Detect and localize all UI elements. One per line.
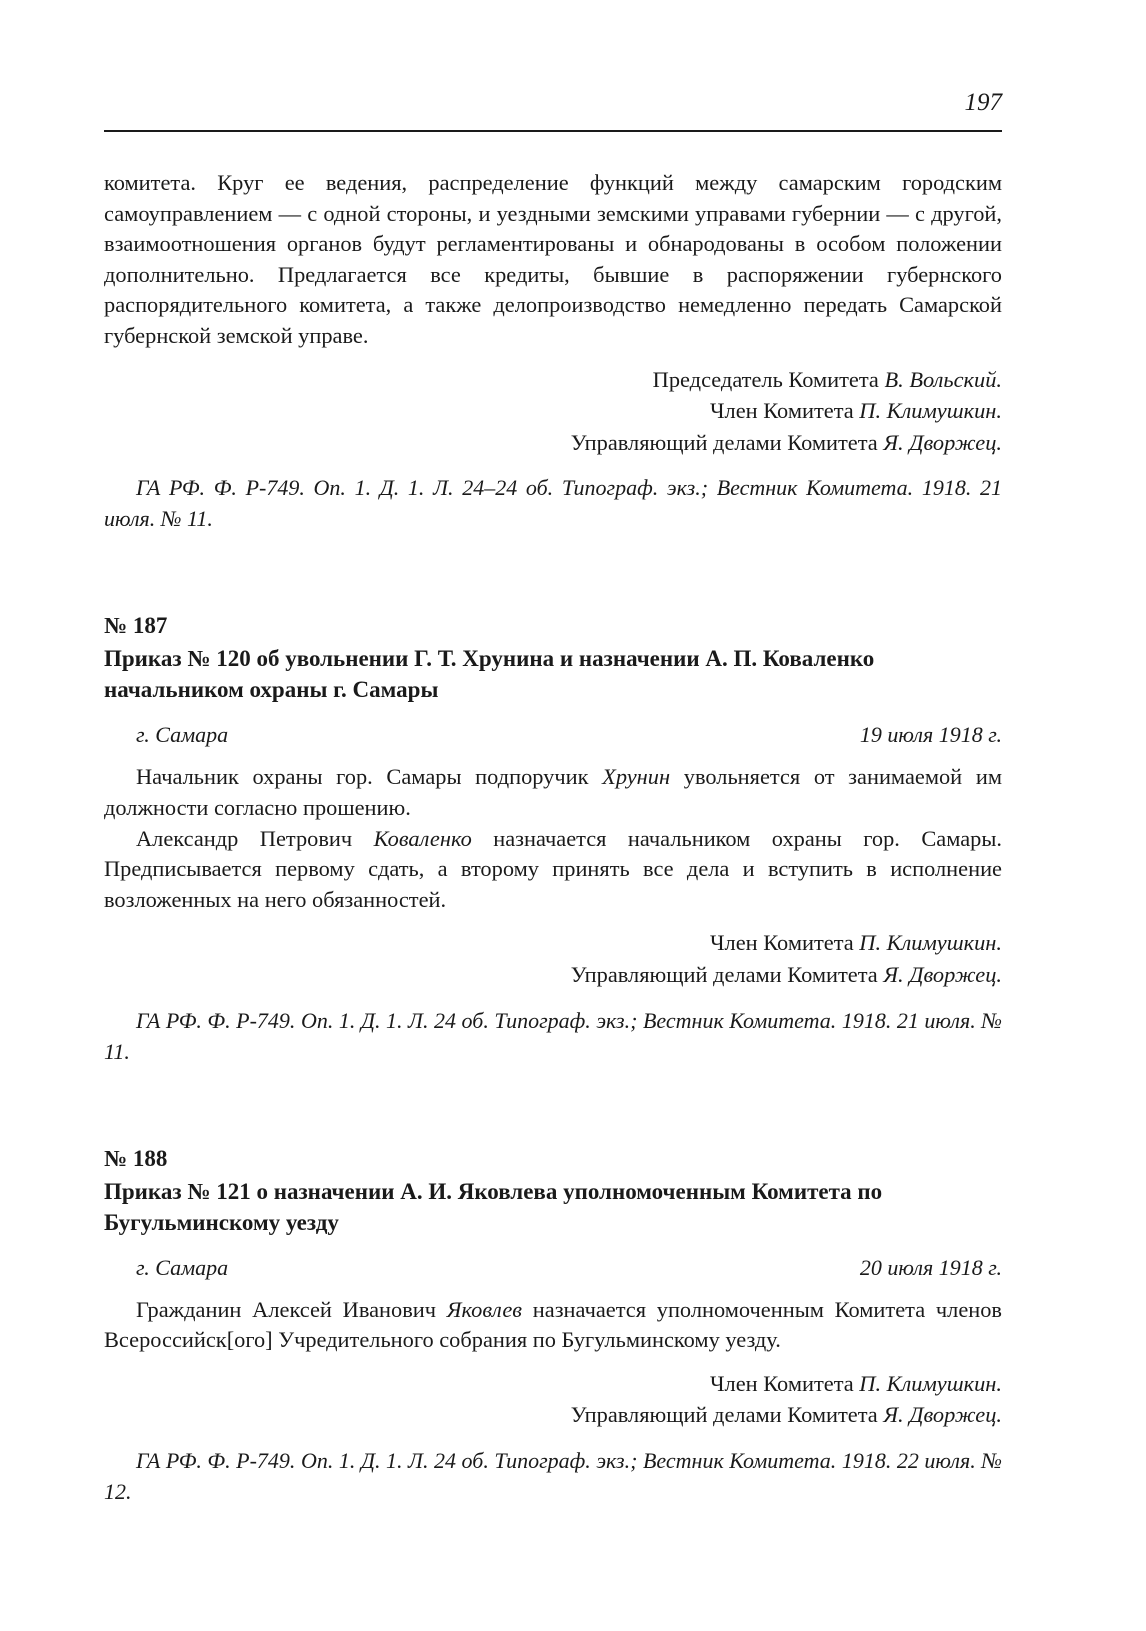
- header-rule: [104, 130, 1002, 132]
- archive-source: ГА РФ. Ф. Р-749. Оп. 1. Д. 1. Л. 24 об. Типограф. экз.; Вестник Комитета. 1918. 22 июля. № 12.: [104, 1447, 1002, 1504]
- signature-name: В. Вольский.: [884, 366, 1002, 392]
- document-signatures: [104, 1368, 1002, 1431]
- person-name: Коваленко: [373, 825, 472, 851]
- place-date-line: [104, 719, 1002, 750]
- intro-paragraph: комитета. Круг ее ведения, распределение функций между самарским городским самоуправлением — с одной стороны, и уездными земскими управами губернии — с другой, взаимоотношения органов будут регламентированы и обнародованы в особом положении дополнительно. Предлагается все кредиты, бывшие в распоряжении губернского распорядительного комитета, а также делопроизводство немедленно передать Самарской губернской земской управе.: [104, 170, 1002, 348]
- person-name: Яковлев: [446, 1296, 523, 1322]
- text-run: назначается уполномоченным Комитета членов Всероссийск[ого] Учредительного собрания по Бугульминскому уезду.: [104, 1296, 1003, 1353]
- document-place: г. Самара: [136, 722, 229, 748]
- text-run: назначается начальником охраны гор. Самары. Предписывается первому сдать, а второму принять все дела и вступить в исполнение возложенных на него обязанностей.: [104, 825, 1002, 912]
- document-body: [104, 1295, 1002, 1356]
- person-name: Хрунин: [602, 764, 671, 790]
- signature-title: Управляющий делами Комитета: [570, 961, 884, 987]
- signature-line: [104, 1368, 1002, 1400]
- document-signatures: [104, 927, 1002, 990]
- archive-source: ГА РФ. Ф. Р-749. Оп. 1. Д. 1. Л. 24–24 об. Типограф. экз.; Вестник Комитета. 1918. 21 июля. № 11.: [104, 475, 1002, 532]
- signature-name: Я. Дворжец.: [883, 961, 1002, 987]
- document-number: № 187: [104, 613, 168, 639]
- body-paragraph: [104, 1295, 1002, 1356]
- signature-name: Я. Дворжец.: [883, 429, 1002, 455]
- body-paragraph: [104, 824, 1002, 916]
- signature-title: Член Комитета: [709, 398, 860, 424]
- document-body: [104, 762, 1002, 915]
- signature-title: Член Комитета: [709, 930, 860, 956]
- document-title: Приказ № 121 о назначении А. И. Яковлева уполномоченным Комитета по Бугульминскому уезду: [104, 1178, 883, 1235]
- signature-title: Управляющий делами Комитета: [570, 1402, 884, 1428]
- document-title: Приказ № 120 об увольнении Г. Т. Хрунина и назначении А. П. Коваленко начальником охраны г. Самары: [104, 646, 875, 703]
- document-date: 19 июля 1918 г.: [859, 722, 1002, 748]
- signature-line: [104, 395, 1002, 427]
- archive-source: ГА РФ. Ф. Р-749. Оп. 1. Д. 1. Л. 24 об. Типограф. экз.; Вестник Комитета. 1918. 21 июля. № 11.: [104, 1007, 1002, 1064]
- document-date: 20 июля 1918 г.: [859, 1254, 1002, 1280]
- signature-name: П. Климушкин.: [859, 1370, 1002, 1396]
- signature-line: [104, 1399, 1002, 1431]
- signature-title: Председатель Комитета: [652, 366, 885, 392]
- signature-name: П. Климушкин.: [859, 930, 1002, 956]
- place-date-line: [104, 1252, 1002, 1283]
- signature-line: [104, 927, 1002, 959]
- page-content: [104, 168, 1002, 1507]
- signature-title: Управляющий делами Комитета: [570, 429, 884, 455]
- body-paragraph: [104, 762, 1002, 823]
- document-188: [104, 1143, 1002, 1507]
- document-187: [104, 610, 1002, 1066]
- text-run: Гражданин Алексей Иванович: [136, 1296, 447, 1322]
- signature-title: Член Комитета: [709, 1370, 860, 1396]
- document-place: г. Самара: [136, 1254, 229, 1280]
- signature-name: Я. Дворжец.: [883, 1402, 1002, 1428]
- signature-line: [104, 364, 1002, 396]
- intro-section: [104, 168, 1002, 534]
- text-run: увольняется от занимаемой им должности согласно прошению.: [104, 764, 1002, 820]
- page-number: 197: [964, 89, 1002, 116]
- signature-line: [104, 427, 1002, 459]
- text-run: Начальник охраны гор. Самары подпоручик: [136, 764, 603, 790]
- document-number: № 188: [104, 1145, 168, 1171]
- signature-name: П. Климушкин.: [859, 398, 1002, 424]
- text-run: Александр Петрович: [136, 825, 374, 851]
- signature-line: [104, 959, 1002, 991]
- intro-signatures: [104, 364, 1002, 459]
